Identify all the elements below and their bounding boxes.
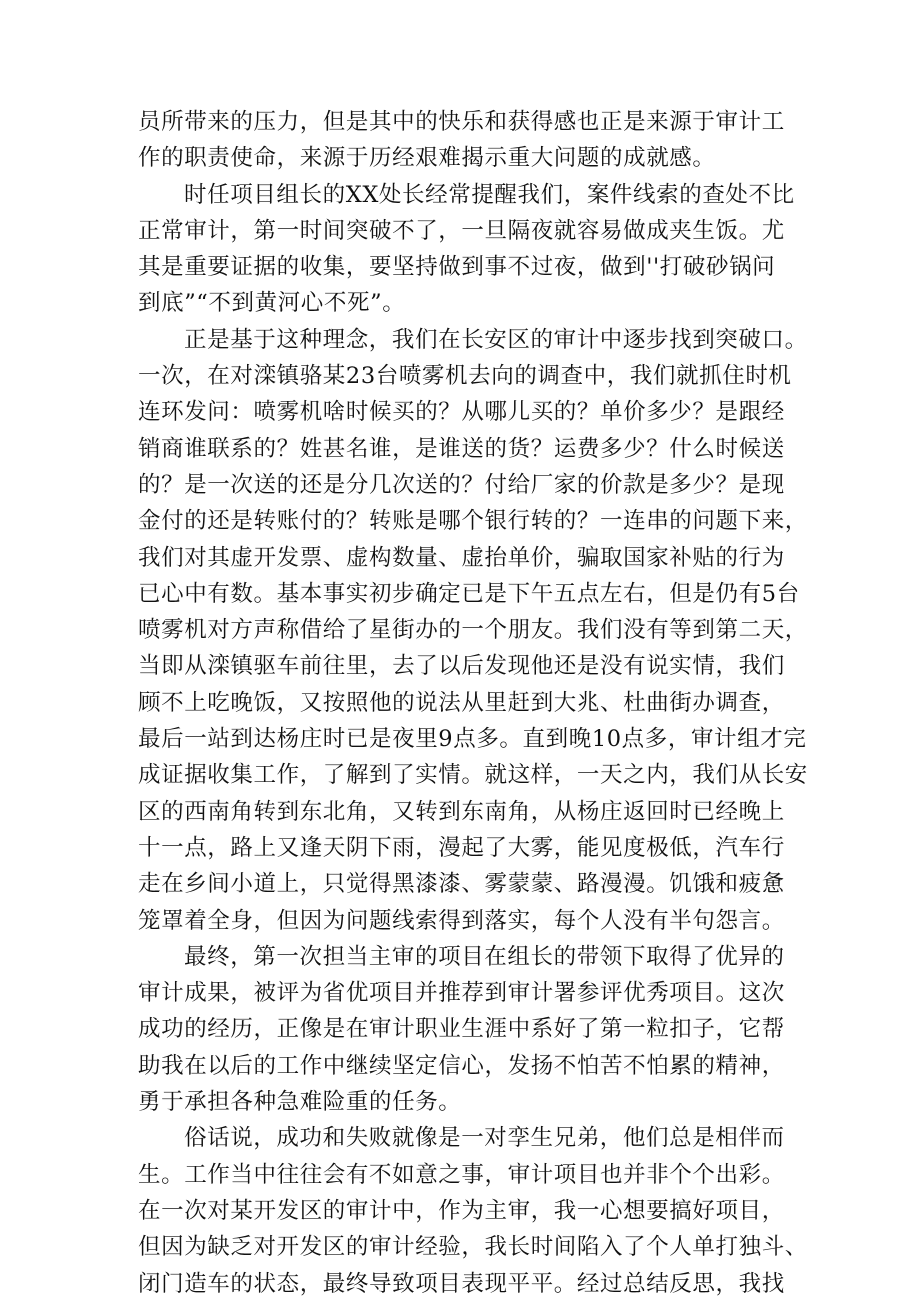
text-line: 闭门造车的状态，最终导致项目表现平平。经过总结反思，我找 bbox=[138, 1270, 785, 1297]
text-line: 成证据收集工作，了解到了实情。就这样，一天之内，我们从长安 bbox=[138, 762, 808, 789]
text-line: 销商谁联系的？姓甚名谁，是谁送的货？运费多少？什么时候送 bbox=[138, 435, 785, 462]
text-line: 在一次对某开发区的审计中，作为主审，我一心想要搞好项目， bbox=[138, 1197, 785, 1224]
text-line: 其是重要证据的收集，要坚持做到事不过夜，做到''打破砂锅问 bbox=[138, 254, 776, 281]
text-line: 助我在以后的工作中继续坚定信心，发扬不怕苦不怕累的精神， bbox=[138, 1052, 785, 1079]
paragraph-2 bbox=[138, 177, 798, 322]
text-line: 连环发问：喷雾机啥时候买的？从哪儿买的？单价多少？是跟经 bbox=[138, 399, 785, 426]
text-line: 到底”“不到黄河心不死”。 bbox=[138, 290, 406, 317]
text-line: 十一点，路上又逢天阴下雨，漫起了大雾，能见度极低，汽车行 bbox=[138, 834, 785, 861]
text-line: 走在乡间小道上，只觉得黑漆漆、雾蒙蒙、路漫漫。饥饿和疲惫 bbox=[138, 871, 785, 898]
text-line: 已心中有数。基本事实初步确定已是下午五点左右，但是仍有5台 bbox=[138, 580, 800, 607]
document-body bbox=[138, 104, 808, 1302]
paragraph-4 bbox=[138, 939, 798, 1120]
text-line: 一次，在对滦镇骆某23台喷雾机去向的调查中，我们就抓住时机 bbox=[138, 363, 792, 390]
paragraph-1 bbox=[138, 104, 798, 177]
text-line: 最后一站到达杨庄时已是夜里9点多。直到晚10点多，审计组才完 bbox=[138, 726, 807, 753]
paragraph-5 bbox=[138, 1120, 808, 1301]
text-line: 顾不上吃晚饭，又按照他的说法从里赶到大兆、杜曲街办调查， bbox=[138, 689, 785, 716]
text-line: 员所带来的压力，但是其中的快乐和获得感也正是来源于审计工 bbox=[138, 109, 785, 135]
text-line: 区的西南角转到东北角，又转到东南角，从杨庄返回时已经晚上 bbox=[138, 798, 785, 825]
text-line: 我们对其虚开发票、虚构数量、虚抬单价，骗取国家补贴的行为 bbox=[138, 544, 785, 571]
text-line: 喷雾机对方声称借给了星街办的一个朋友。我们没有等到第二天， bbox=[138, 617, 808, 644]
text-line: 生。工作当中往往会有不如意之事，审计项目也并非个个出彩。 bbox=[138, 1161, 785, 1188]
paragraph-3 bbox=[138, 322, 808, 939]
text-line: 时任项目组长的XX处长经常提醒我们，案件线索的查处不比 bbox=[184, 181, 795, 208]
text-line: 金付的还是转账付的？转账是哪个银行转的？一连串的问题下来， bbox=[138, 508, 808, 535]
text-line: 当即从滦镇驱车前往里，去了以后发现他还是没有说实情，我们 bbox=[138, 653, 785, 680]
text-line: 笼罩着全身，但因为问题线索得到落实，每个人没有半句怨言。 bbox=[138, 907, 785, 934]
text-line: 作的职责使命，来源于历经艰难揭示重大问题的成就感。 bbox=[138, 145, 716, 172]
text-line: 的？是一次送的还是分几次送的？付给厂家的价款是多少？是现 bbox=[138, 471, 785, 498]
text-line: 俗话说，成功和失败就像是一对孪生兄弟，他们总是相伴而 bbox=[184, 1125, 785, 1152]
text-line: 审计成果，被评为省优项目并推荐到审计署参评优秀项目。这次 bbox=[138, 980, 785, 1007]
text-line: 最终，第一次担当主审的项目在组长的带领下取得了优异的 bbox=[184, 943, 785, 970]
text-line: 正是基于这种理念，我们在长安区的审计中逐步找到突破口。 bbox=[184, 326, 808, 353]
text-line: 正常审计，第一时间突破不了，一旦隔夜就容易做成夹生饭。尤 bbox=[138, 217, 785, 244]
text-line: 但因为缺乏对开发区的审计经验，我长时间陷入了个人单打独斗、 bbox=[138, 1234, 808, 1261]
text-line: 勇于承担各种急难险重的任务。 bbox=[138, 1089, 462, 1116]
text-line: 成功的经历，正像是在审计职业生涯中系好了第一粒扣子，它帮 bbox=[138, 1016, 785, 1043]
